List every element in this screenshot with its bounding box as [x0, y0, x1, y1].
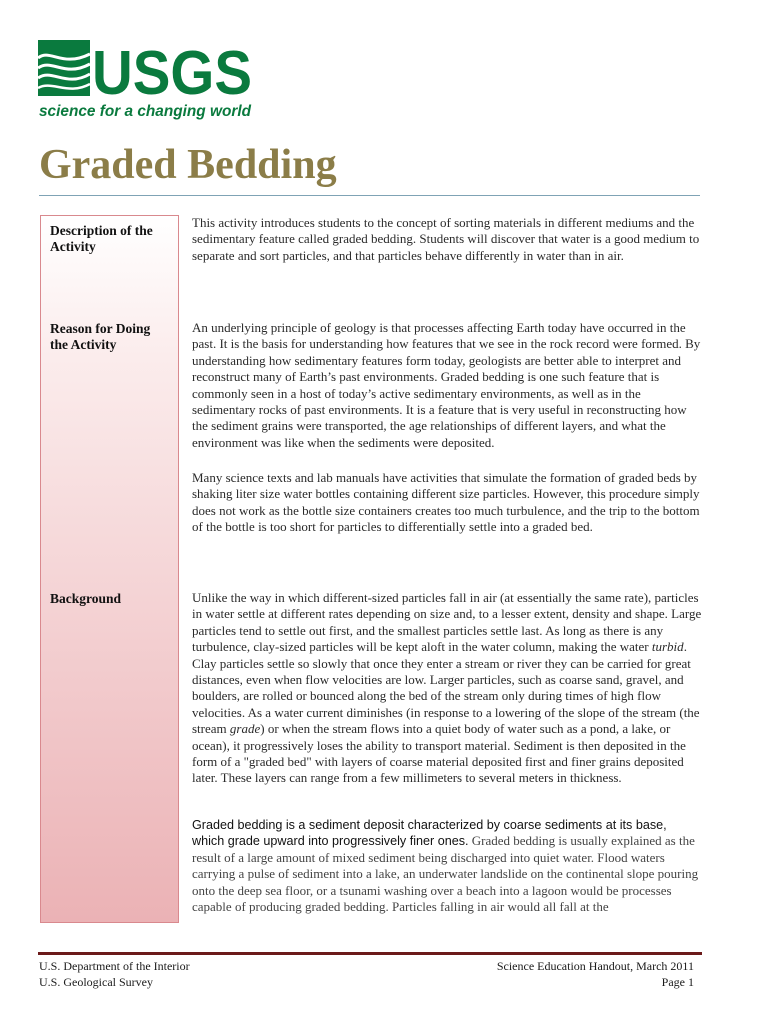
footer-agency	[39, 958, 190, 990]
footer-department: U.S. Department of the Interior	[39, 959, 190, 973]
footer-divider	[38, 952, 702, 955]
label-description: Description of the Activity	[50, 223, 153, 254]
label-background: Background	[50, 591, 122, 606]
page-number: Page 1	[661, 975, 694, 989]
footer-handout: Science Education Handout, March 2011	[496, 959, 694, 973]
usgs-wave-icon	[38, 40, 90, 96]
reason-paragraph-1: An underlying principle of geology is that processes affecting Earth today have occurred in the past. It is the basis for understanding how features that we see in the rock record were formed. By understanding how sedimentary features form today, geologists are better able to interpret and reconstruct many of Earth’s past environments. Graded bedding is one such feature that is commonly seen in a host of today’s active sedimentary environments, as well as in the sedimentary rocks of past environments. It is a feature that is very useful in reconstructing how the sediment grains were transported, the age relationships of different layers, and what the environment was like when the sediments were deposited.	[192, 320, 701, 450]
reason-paragraph-2: Many science texts and lab manuals have activities that simulate the formation of graded beds by shaking liter size water bottles containing different size particles. However, this procedure simply does not work as the bottle size containers creates too much turbulence, and the trip to the bottom of the bottle is too short for particles to differentially settle into a graded bed.	[192, 470, 700, 535]
title-divider	[39, 195, 700, 196]
graded-bedding-definition: Graded bedding is a sediment deposit characterized by coarse sediments at its base, which grade upward into progressively finer ones.	[192, 818, 667, 849]
logo-wordmark: USGS	[92, 39, 252, 108]
label-reason: Reason for Doing the Activity	[50, 321, 151, 352]
usgs-logo	[38, 38, 254, 122]
term-turbid: turbid	[651, 639, 684, 655]
description-paragraph: This activity introduces students to the concept of sorting materials in different mediums and the sedimentary feature called graded bedding. Students will discover that water is a good medium to separate and sort particles, and that particles behave differently in water than in air.	[192, 215, 700, 263]
footer-publication	[497, 958, 694, 990]
background-paragraph-1: Unlike the way in which different-sized particles fall in air (at essentially the same rate), particles in water settle at different rates depending on size and, to a lesser extent, density and shape. Large particles tend to settle out first, and the smallest particles settle last. As long as there is any turbulence, clay-sized particles will be kept aloft in the water column, making the water turbid. Clay particles settle so slowly that once they enter a stream or river they can be carried for great distances, even when flow velocities are low. Larger particles, such as coarse sand, gravel, and boulders, are rolled or bounced along the bed of the stream only during times of high flow velocities. As a water current diminishes (in response to a lowering of the slope of the stream (the stream grade) or when the stream flows into a quiet body of water such as a pond, a lake, or ocean), it progressively loses the ability to transport material. Sediment is then deposited in the form of a "graded bed" with layers of coarse material deposited first and finer grains deposited later. These layers can range from a few millimeters to several meters in thickness.	[192, 590, 702, 786]
page-title: Graded Bedding	[39, 142, 337, 188]
term-grade: grade	[229, 721, 261, 737]
background-paragraph-2: Graded bedding is a sediment deposit characterized by coarse sediments at its base, which grade upward into progressively finer ones. Graded bedding is usually explained as the result of a large amount of mixed sediment being discharged into quiet water. Flood waters carrying a pulse of sediment into a lake, an underwater landslide on the continental slope pouring onto the deep sea floor, or a tsunami washing over a beach into a lagoon would be processes capable of producing graded bedding. Particles falling in air would all fall at the	[192, 818, 699, 915]
logo-tagline: science for a changing world	[39, 103, 253, 120]
footer-survey: U.S. Geological Survey	[39, 975, 153, 989]
